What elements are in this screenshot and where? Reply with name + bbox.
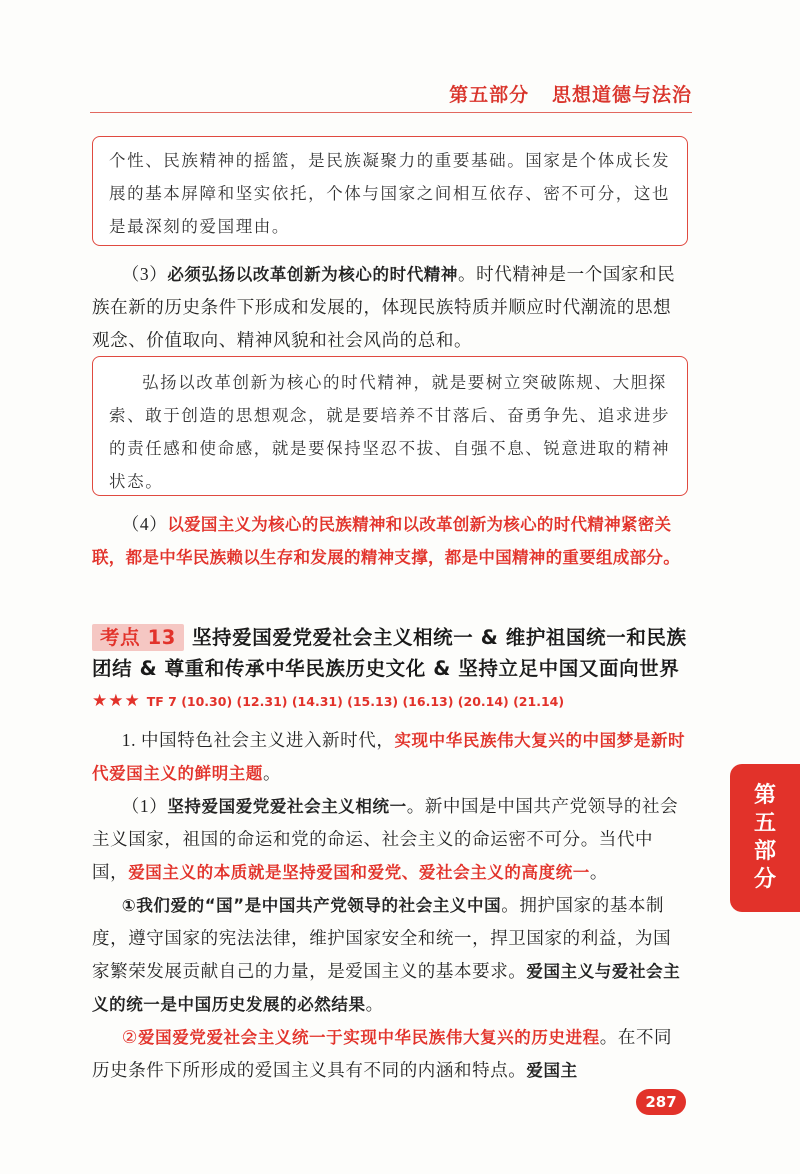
star-rating-icon: ★★★ <box>92 691 141 711</box>
paragraph-3-rest: 。时代精神是一个国家和民族在新的历史条件下形成和发展的，体现民族特质并顺应时代潮流的思想观念、价值取向、精神风貌和社会风尚的总和。 <box>92 264 676 350</box>
note-box-2-text: 弘扬以改革创新为核心的时代精神，就是要树立突破陈规、大胆探索、敢于创造的思想观念，就是要培养不甘落后、奋勇争先、追求进步的责任感和使命感，就是要保持坚忍不拔、自强不息、锐意进取的精神状态。 <box>109 373 671 491</box>
paragraph-p3 <box>92 889 688 1021</box>
paragraph-p4 <box>92 1021 688 1087</box>
header-rule <box>90 112 692 113</box>
p3-bold: ①我们爱的“国”是中国共产党领导的社会主义中国 <box>121 896 502 915</box>
header-section-title: 第五部分 思想道德与法治 <box>449 84 692 106</box>
p4-text: 。在不同历史条件下所形成的爱国主义具有不同的内涵和特点。 <box>92 1027 673 1080</box>
side-tab-char-2: 五 <box>753 811 776 836</box>
exam-references: TF 7 (10.30) (12.31) (14.31) (15.13) (16.13) (20.14) (21.14) <box>146 694 565 709</box>
p2-bold: 坚持爱国爱党爱社会主义相统一 <box>167 797 407 816</box>
side-tab-char-1: 第 <box>753 783 776 808</box>
paragraph-3 <box>92 258 688 357</box>
kaodian-badge: 考点 13 <box>92 624 184 651</box>
note-box-1 <box>92 136 688 246</box>
paragraph-p2 <box>92 790 688 889</box>
page-number-badge: 287 <box>636 1089 686 1115</box>
p1-lead: 1. 中国特色社会主义进入新时代， <box>121 730 395 750</box>
p3-bold2: 爱国主义与爱社会主义的统一是中国历史发展的必然结果 <box>92 962 681 1014</box>
p3-end: 。 <box>365 994 384 1014</box>
paragraph-4-num: （4） <box>121 514 168 534</box>
p2-num: （1） <box>121 796 168 816</box>
note-box-2 <box>92 356 688 496</box>
side-tab-char-3: 部 <box>753 839 776 864</box>
side-section-tab <box>730 764 800 912</box>
paragraph-p1 <box>92 724 688 790</box>
section-title: 坚持爱国爱党爱社会主义相统一 & 维护祖国统一和民族团结 & 尊重和传承中华民族历史文化 & 坚持立足中国又面向世界 <box>92 626 687 680</box>
p4-bold: 爱国主 <box>526 1061 578 1080</box>
note-box-1-text: 个性、民族精神的摇篮，是民族凝聚力的重要基础。国家是个体成长发展的基本屏障和坚实依托，个体与国家之间相互依存、密不可分，这也是最深刻的爱国理由。 <box>109 151 671 236</box>
p2-text1: 。新中国是中国共产党领导的社会主义国家，祖国的命运和党的命运、社会主义的命运密不可分。当代中国， <box>92 796 679 882</box>
paragraph-4 <box>92 508 688 574</box>
paragraph-3-bold: 必须弘扬以改革创新为核心的时代精神 <box>167 265 459 284</box>
p2-red: 爱国主义的本质就是坚持爱国和爱党、爱社会主义的高度统一 <box>128 863 590 882</box>
section-heading-13 <box>92 622 692 717</box>
p3-text: 。拥护国家的基本制度，遵守国家的宪法法律，维护国家安全和统一，捍卫国家的利益，为国家繁荣发展贡献自己的力量，是爱国主义的基本要求。 <box>92 895 672 981</box>
paragraph-4-red: 以爱国主义为核心的民族精神和以改革创新为核心的时代精神紧密关联，都是中华民族赖以生存和发展的精神支撑，都是中国精神的重要组成部分。 <box>92 515 680 567</box>
paragraph-3-num: （3） <box>121 264 168 284</box>
p1-red: 实现中华民族伟大复兴的中国梦是新时代爱国主义的鲜明主题 <box>92 731 686 783</box>
p1-end: 。 <box>263 763 282 783</box>
p4-red: 爱国爱党爱社会主义统一于实现中华民族伟大复兴的历史进程 <box>138 1028 600 1047</box>
p4-num: ② <box>121 1027 139 1047</box>
side-tab-char-4: 分 <box>753 867 776 892</box>
p2-end: 。 <box>589 862 609 882</box>
